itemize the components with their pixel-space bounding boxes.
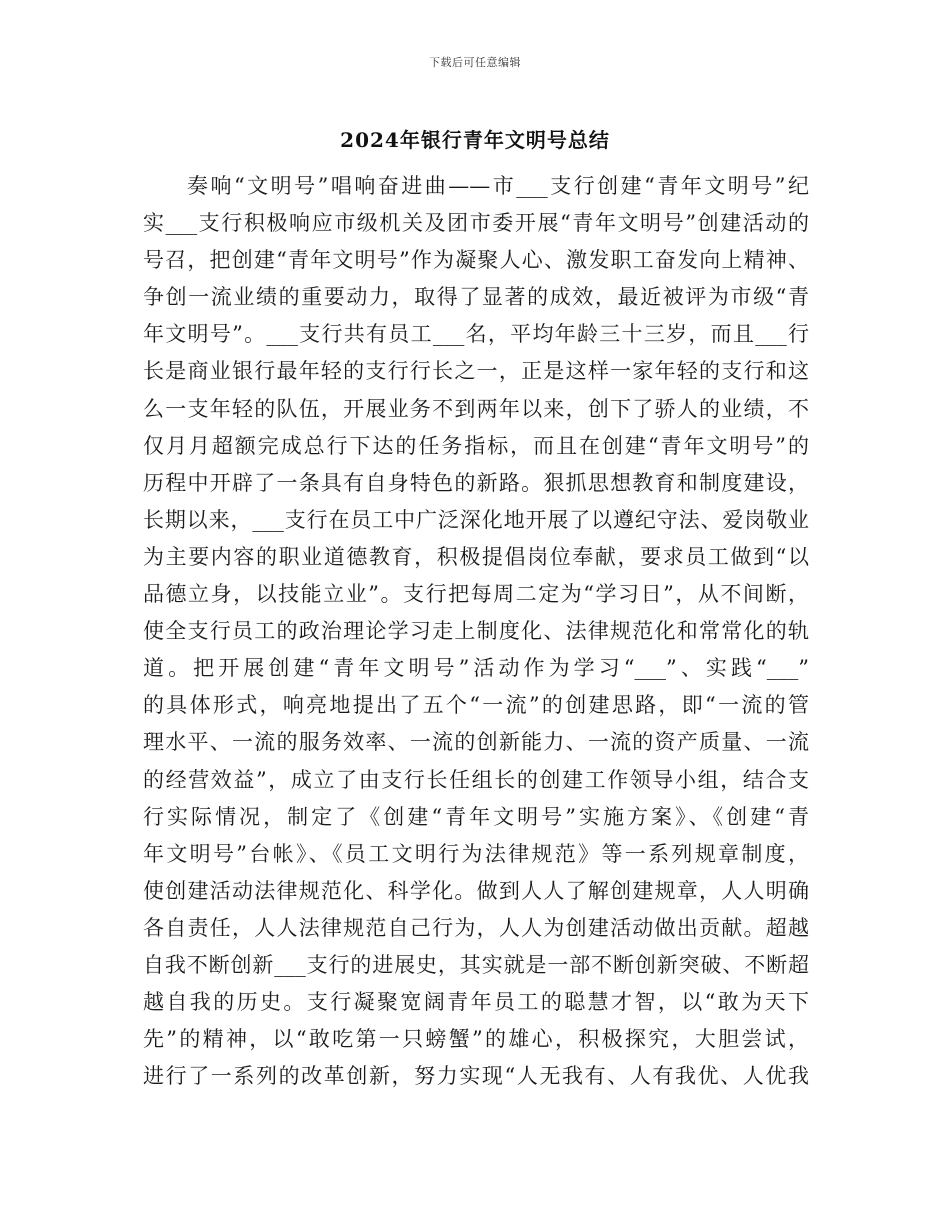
- text-line: 年文明号”台帐》、《员工文明行为法律规范》等一系列规章制度，: [143, 841, 809, 866]
- text-line: 理水平、一流的服务效率、一流的创新能力、一流的资产质量、一流: [143, 730, 809, 755]
- body-paragraph: [143, 168, 809, 1095]
- text-line: 历程中开辟了一条具有自身特色的新路。狠抓思想教育和制度建设，: [143, 470, 809, 495]
- text-line: 的具体形式，响亮地提出了五个“一流”的创建思路，即“一流的管: [143, 693, 809, 718]
- text-line: 行实际情况，制定了《创建“青年文明号”实施方案》、《创建“青: [143, 804, 809, 829]
- text-line: 道。把开展创建“青年文明号”活动作为学习“___”、实践“___”: [143, 656, 809, 681]
- text-line: 各自责任，人人法律规范自己行为，人人为创建活动做出贡献。超越: [143, 915, 809, 940]
- text-line: 品德立身，以技能立业”。支行把每周二定为“学习日”，从不间断，: [143, 582, 809, 607]
- text-line: 实___支行积极响应市级机关及团市委开展“青年文明号”创建活动的: [143, 211, 809, 236]
- text-line: 先”的精神，以“敢吃第一只螃蟹”的雄心，积极探究，大胆尝试，: [143, 1027, 809, 1052]
- text-line: 越自我的历史。支行凝聚宽阔青年员工的聪慧才智，以“敢为天下: [143, 990, 809, 1015]
- text-line: 的经营效益”，成立了由支行长任组长的创建工作领导小组，结合支: [143, 767, 809, 792]
- text-line: 号召，把创建“青年文明号”作为凝聚人心、激发职工奋发向上精神、: [143, 248, 809, 273]
- text-line: 进行了一系列的改革创新，努力实现“人无我有、人有我优、人优我: [143, 1064, 809, 1089]
- text-line: 年文明号”。___支行共有员工___名，平均年龄三十三岁，而且___行: [143, 322, 809, 347]
- text-line: 么一支年轻的队伍，开展业务不到两年以来，创下了骄人的业绩，不: [143, 396, 809, 421]
- text-line: 使创建活动法律规范化、科学化。做到人人了解创建规章，人人明确: [143, 878, 809, 903]
- text-line: 争创一流业绩的重要动力，取得了显著的成效，最近被评为市级“青: [143, 285, 809, 310]
- text-line: 奏响“文明号”唱响奋进曲——市___支行创建“青年文明号”纪: [187, 174, 809, 198]
- text-line: 为主要内容的职业道德教育，积极提倡岗位奉献，要求员工做到“以: [143, 544, 809, 569]
- header-note: 下载后可任意编辑: [429, 56, 521, 69]
- text-line: 长期以来，___支行在员工中广泛深化地开展了以遵纪守法、爱岗敬业: [143, 507, 809, 532]
- text-line: 仅月月超额完成总行下达的任务指标，而且在创建“青年文明号”的: [143, 433, 809, 458]
- text-line: 使全支行员工的政治理论学习走上制度化、法律规范化和常常化的轨: [143, 619, 809, 644]
- text-line: 长是商业银行最年轻的支行行长之一，正是这样一家年轻的支行和这: [143, 359, 809, 384]
- text-line: 自我不断创新___支行的进展史，其实就是一部不断创新突破、不断超: [143, 952, 809, 977]
- document-title: 2024年银行青年文明号总结: [340, 128, 610, 152]
